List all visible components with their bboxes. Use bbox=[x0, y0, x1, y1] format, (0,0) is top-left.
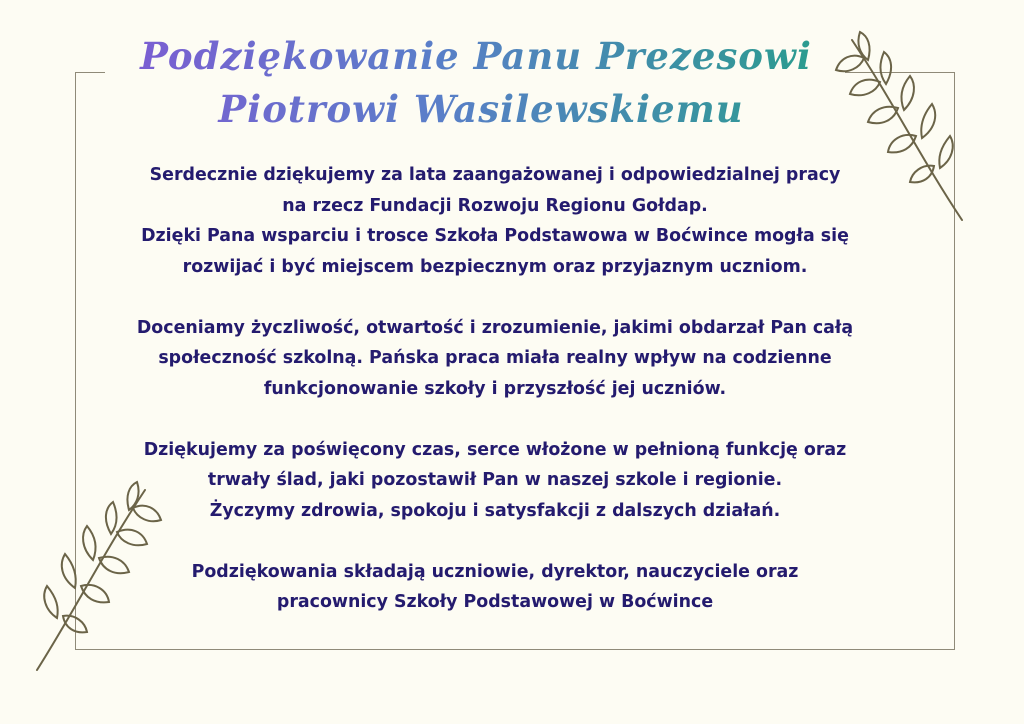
text-line: pracownicy Szkoły Podstawowej w Boćwince bbox=[276, 592, 714, 612]
text-line: na rzecz Fundacji Rozwoju Regionu Gołdap. bbox=[282, 195, 708, 216]
text-line: Życzymy zdrowia, spokoju i satysfakcji z dalszych działań. bbox=[209, 500, 781, 521]
text-line: rozwijać i być miejscem bezpiecznym oraz przyjaznym uczniom. bbox=[182, 256, 808, 277]
title-line-2: Piotrowi Wasilewskiemu bbox=[0, 86, 962, 132]
text-line: społeczność szkolną. Pańska praca miała realny wpływ na codzienne bbox=[158, 348, 832, 368]
text-line: Serdecznie dziękujemy za lata zaangażowanej i odpowiedzialnej pracy bbox=[149, 165, 841, 185]
letter-body bbox=[60, 160, 930, 618]
text-line: Dzięki Pana wsparciu i trosce Szkoła Podstawowa w Boćwince mogła się bbox=[141, 226, 849, 246]
text-line: funkcjonowanie szkoły i przyszłość jej uczniów. bbox=[263, 378, 727, 399]
text-line: Dziękujemy za poświęcony czas, serce włożone w pełnioną funkcję oraz bbox=[143, 439, 847, 460]
paragraph-signature bbox=[60, 557, 930, 618]
paragraph-appreciation bbox=[60, 313, 930, 405]
paragraph-thanks bbox=[60, 160, 930, 282]
text-line: Podziękowania składają uczniowie, dyrektor, nauczyciele oraz bbox=[191, 561, 799, 582]
title-line-1: Podziękowanie Panu Prezesowi bbox=[0, 33, 952, 79]
text-line: Doceniamy życzliwość, otwartość i zrozumienie, jakimi obdarzał Pan całą bbox=[136, 317, 854, 338]
text-line: trwały ślad, jaki pozostawił Pan w naszej szkole i regionie. bbox=[207, 470, 783, 490]
paragraph-wishes bbox=[60, 435, 930, 527]
